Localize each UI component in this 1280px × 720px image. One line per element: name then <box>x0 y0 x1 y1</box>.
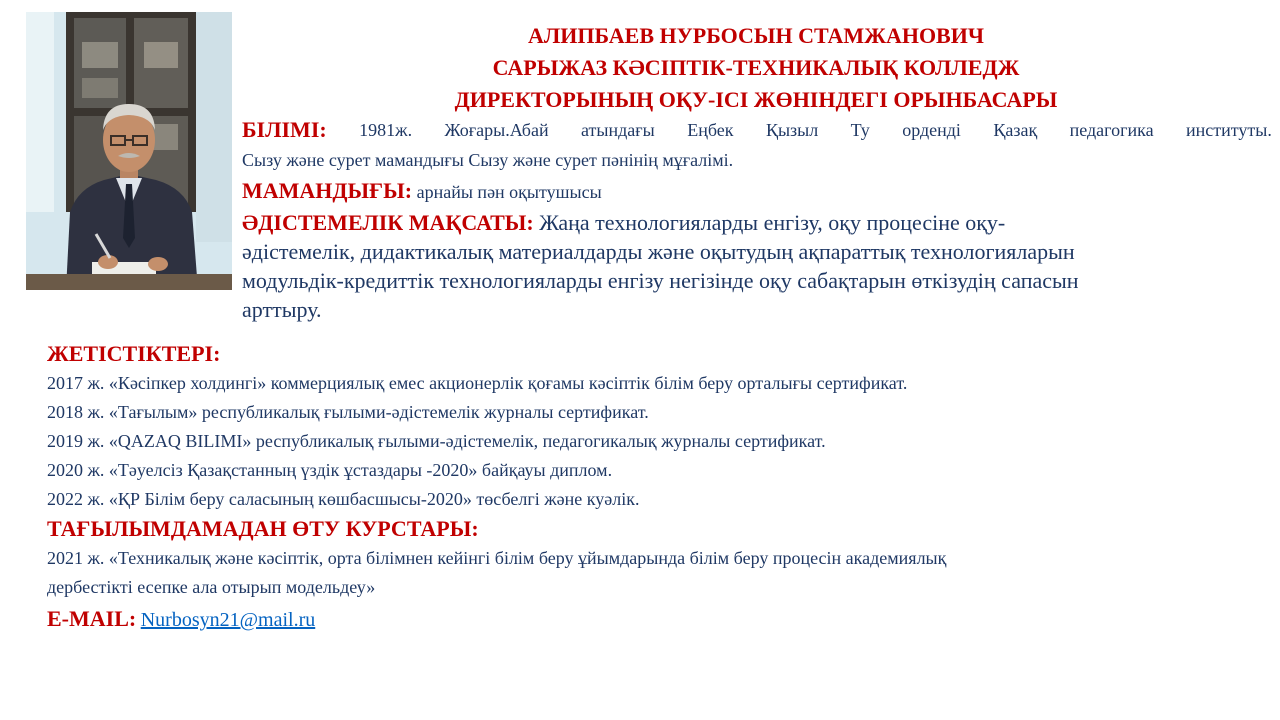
specialty-section <box>242 175 1272 208</box>
methodical-goal-line-4: арттыру. <box>242 297 322 322</box>
methodical-goal-line-1 <box>242 208 1272 237</box>
methodical-goal-line-3: модульдік-кредиттік технологияларды енгізу негізінде оқу сабақтарын өткізудің сапасын <box>242 268 1079 293</box>
education-label: БІЛІМІ: <box>242 117 327 142</box>
achievements-list <box>47 369 1267 514</box>
education-word: Қызыл <box>765 120 819 140</box>
education-word: 1981ж. <box>359 120 413 140</box>
courses-line-1: 2021 ж. «Техникалық және кәсіптік, орта білімнен кейінгі білім беру ұйымдарында білім беру процесін академиялық <box>47 548 947 568</box>
education-word: Қазақ <box>993 120 1038 140</box>
courses-text <box>47 544 1267 602</box>
profile-header <box>232 20 1280 116</box>
email-label: E-MAIL: <box>47 606 137 631</box>
specialty-label: МАМАНДЫҒЫ: <box>242 178 413 203</box>
email-link[interactable]: Nurbosyn21@mail.ru <box>140 609 316 631</box>
courses-line-2: дербестікті есепке ала отырып модельдеу» <box>47 577 376 597</box>
college-name: САРЫЖАЗ КӘСІПТІК-ТЕХНИКАЛЫҚ КОЛЛЕДЖ <box>492 55 1020 80</box>
email-row <box>47 602 1267 637</box>
methodical-goal-line-2: әдістемелік, дидактикалық материалдарды және оқытудың ақпараттық технологияларын <box>242 239 1075 264</box>
lower-block <box>47 339 1267 637</box>
list-item: 2017 ж. «Кәсіпкер холдингі» коммерциялық емес акционерлік қоғамы кәсіптік білім беру орталығы сертификат. <box>47 373 908 393</box>
methodical-goal-text: Жаңа технологияларды енгізу, оқу процесіне оқу- <box>539 210 1006 235</box>
education-line-2: Сызу және сурет мамандығы Сызу және сурет пәнінің мұғалімі. <box>242 150 734 170</box>
education-word: педагогика <box>1069 120 1154 140</box>
position-title: ДИРЕКТОРЫНЫҢ ОҚУ-ІСІ ЖӨНІНДЕГІ ОРЫНБАСАРЫ <box>454 87 1058 112</box>
methodical-goal-label: ӘДІСТЕМЕЛІК МАҚСАТЫ: <box>242 210 534 235</box>
methodical-goal-section <box>242 208 1272 324</box>
bio-block <box>242 115 1272 324</box>
courses-label: ТАҒЫЛЫМДАМАДАН ӨТУ КУРСТАРЫ: <box>47 516 479 541</box>
education-word: атындағы <box>581 120 655 140</box>
portrait-illustration <box>26 12 232 290</box>
list-item: 2022 ж. «ҚР Білім беру саласының көшбасшысы-2020» төсбелгі және куәлік. <box>47 489 640 509</box>
specialty-value: арнайы пән оқытушысы <box>416 182 602 202</box>
list-item: 2019 ж. «QAZAQ BILIMI» республикалық ғылыми-әдістемелік, педагогикалық журналы сертификат. <box>47 431 826 451</box>
education-word: Еңбек <box>687 120 734 140</box>
list-item: 2018 ж. «Тағылым» республикалық ғылыми-әдістемелік журналы сертификат. <box>47 402 649 422</box>
person-name: АЛИПБАЕВ НУРБОСЫН СТАМЖАНОВИЧ <box>528 23 984 48</box>
education-word: Ту <box>850 120 870 140</box>
education-word: институты. <box>1186 120 1272 140</box>
education-line-1 <box>242 115 1272 145</box>
education-word: Жоғары.Абай <box>444 120 549 140</box>
education-section <box>242 115 1272 175</box>
portrait-photo <box>26 12 232 290</box>
education-word: орденді <box>902 120 961 140</box>
achievements-label: ЖЕТІСТІКТЕРІ: <box>47 341 221 366</box>
list-item: 2020 ж. «Тәуелсіз Қазақстанның үздік ұстаздары -2020» байқауы диплом. <box>47 460 613 480</box>
